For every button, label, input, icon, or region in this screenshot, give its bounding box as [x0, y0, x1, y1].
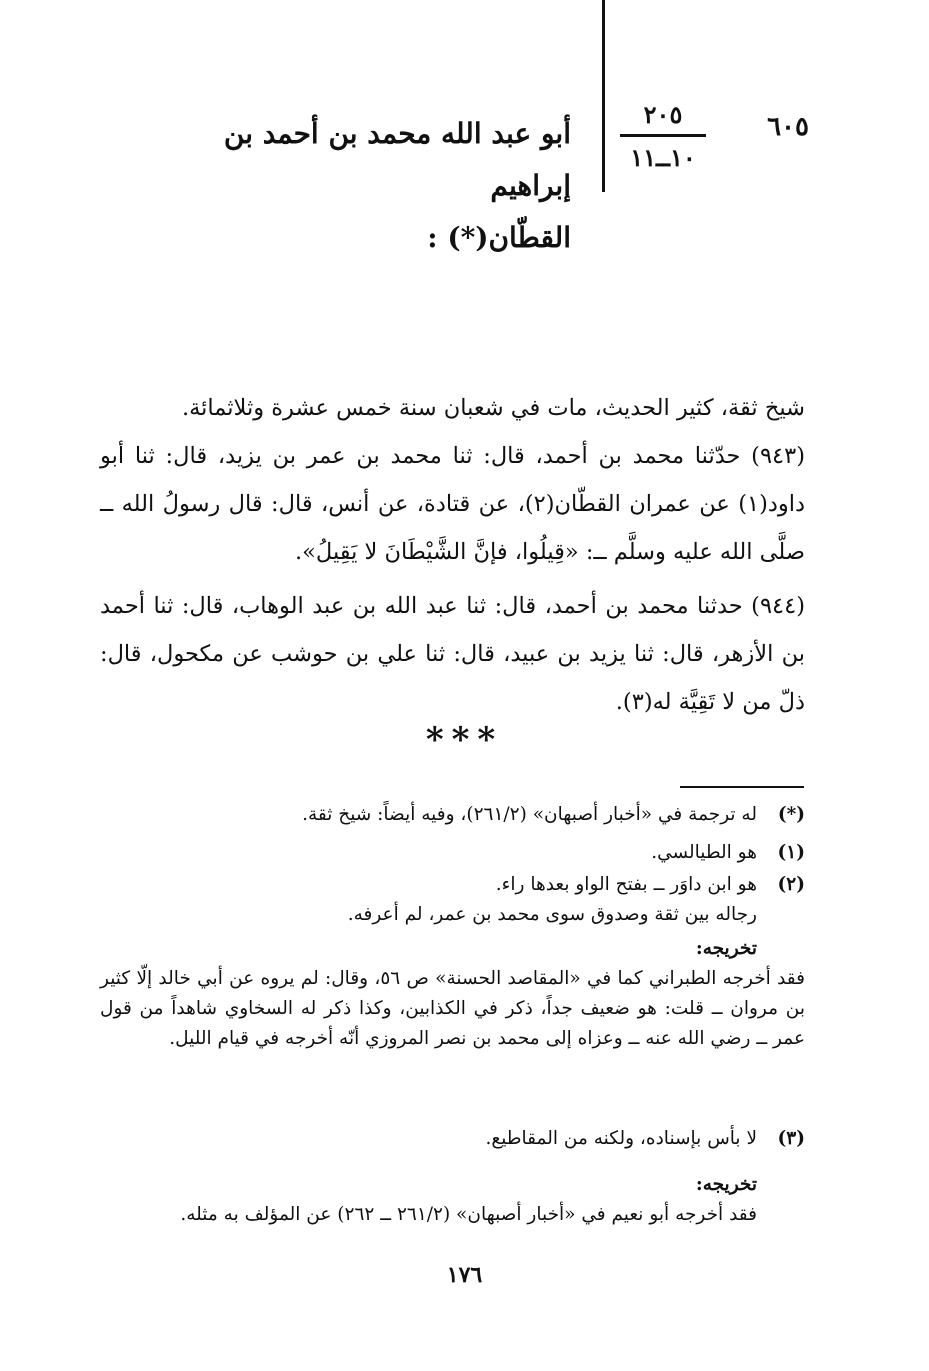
footnote-text: لا بأس بإسناده، ولكنه من المقاطيع. — [485, 1128, 757, 1149]
fraction-top: ٢٠٥ — [643, 100, 683, 129]
footnote-mark: (١) — [777, 842, 805, 863]
footnote-1 — [100, 838, 805, 868]
footnote-mark: (*) — [777, 804, 805, 825]
entry-number: ٦٠٥ — [767, 112, 809, 142]
title-line-1: أبو عبد الله محمد بن أحمد بن إبراهيم — [223, 117, 571, 202]
paragraph-1: شيخ ثقة، كثير الحديث، مات في شعبان سنة خمس عشرة وثلاثمائة. — [181, 395, 805, 421]
paragraph-944: (٩٤٤) حدثنا محمد بن أحمد، قال: ثنا عبد الله بن عبد الوهاب، قال: ثنا أحمد بن الأزهر، قال: ثنا يزيد بن عبيد، قال: ثنا علي بن حوشب عن مكحول، قال: ذلّ من لا تَقِيَّة له(٣). — [100, 593, 805, 715]
entry-fraction — [618, 100, 708, 173]
fraction-bottom: ١٠ــ١١ — [630, 143, 696, 172]
footnote-text: هو ابن داوَر ــ بفتح الواو بعدها راء. — [495, 874, 757, 895]
footnote-2-takhrij — [100, 934, 805, 1054]
footnote-star — [100, 800, 805, 830]
footnote-text: له ترجمة في «أخبار أصبهان» (٢٦١/٢)، وفيه أيضاً: شيخ ثقة. — [302, 804, 757, 825]
footnote-3 — [100, 1124, 805, 1154]
footnote-text: فقد أخرجه أبو نعيم في «أخبار أصبهان» (٢٦١/٢ ــ ٢٦٢) عن المؤلف به مثله. — [180, 1204, 757, 1225]
footnote-text: فقد أخرجه الطبراني كما في «المقاصد الحسنة» ص ٥٦، وقال: لم يروه عن أبي خالد إلّا كثير بن مروان ــ قلت: هو ضعيف جداً، ذكر في الكذابين، وكذا ذكر له السخاوي شاهداً من قول عمر ــ رضي الله عنه ــ وعزاه إلى محمد بن نصر المروزي أنّه أخرجه في قيام الليل. — [100, 968, 805, 1049]
takhrij-heading: تخريجه: — [695, 1174, 757, 1195]
section-separator: *** — [425, 720, 504, 760]
footnote-mark: (٣) — [777, 1128, 805, 1149]
footnote-text: هو الطيالسي. — [651, 842, 757, 863]
fraction-bar — [620, 134, 706, 137]
takhrij-heading: تخريجه: — [695, 938, 757, 959]
entry-title — [151, 108, 571, 264]
footnote-2 — [100, 870, 805, 930]
header-divider — [602, 0, 605, 192]
footnote-rule — [680, 786, 804, 788]
footnote-text: رجاله بين ثقة وصدوق سوى محمد بن عمر، لم أعرفه. — [347, 904, 757, 925]
footnote-3-takhrij — [100, 1170, 805, 1230]
title-line-2: القطّان(*) : — [427, 221, 571, 254]
footnote-mark: (٢) — [777, 874, 805, 895]
paragraph-943: (٩٤٣) حدّثنا محمد بن أحمد، قال: ثنا محمد بن عمر بن يزيد، قال: ثنا أبو داود(١) عن عمران القطّان(٢)، عن قتادة، عن أنس، قال: قال رسولُ الله ــ صلَّى الله عليه وسلَّم ــ: «قِيلُوا، فإنَّ الشَّيْطَانَ لا يَقِيلُ». — [100, 443, 806, 565]
page-number: ١٧٦ — [446, 1262, 483, 1288]
